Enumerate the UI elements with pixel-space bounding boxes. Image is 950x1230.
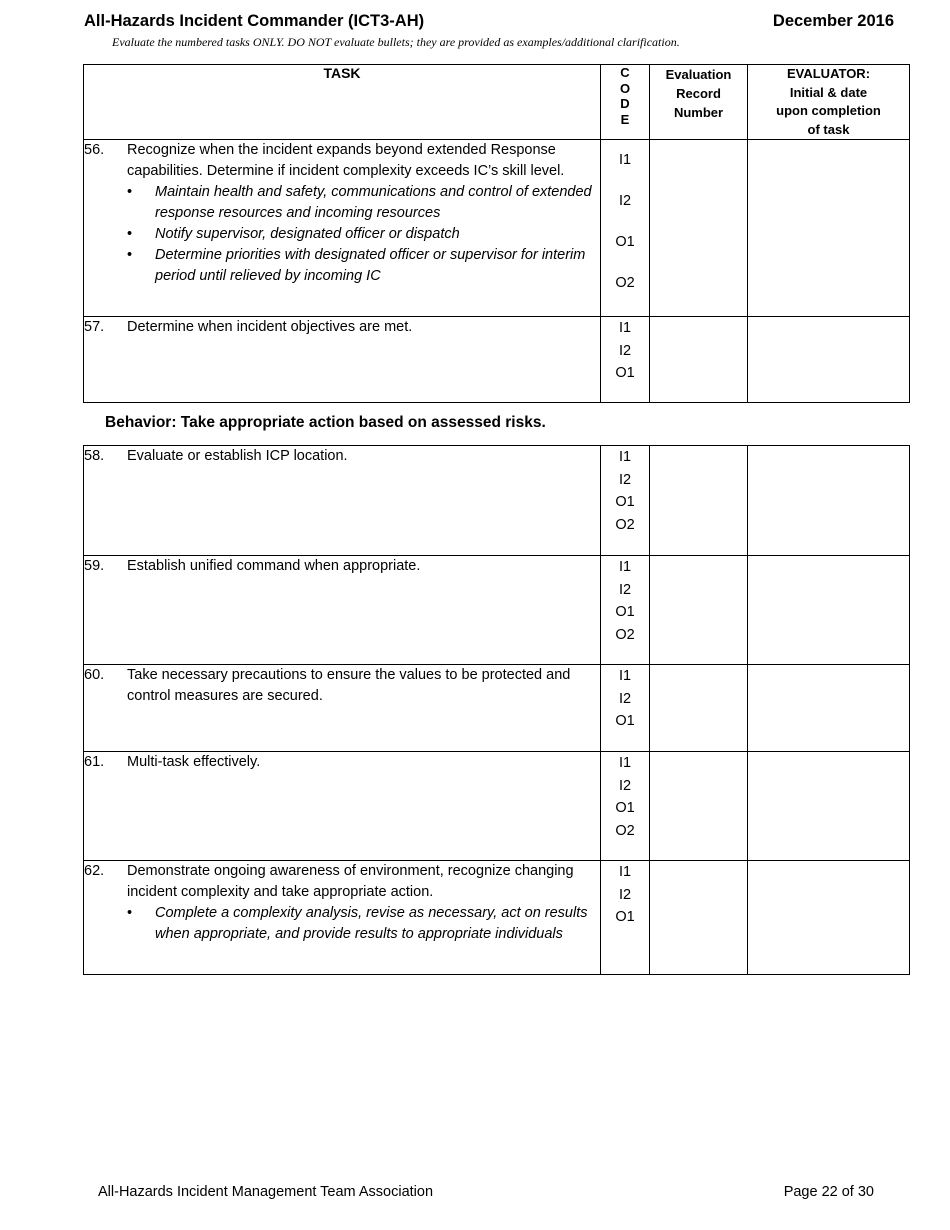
code-value: I1 [618, 559, 632, 575]
code-value: I2 [618, 471, 632, 488]
evaluation-record-cell[interactable] [650, 752, 748, 861]
evaluation-record-cell[interactable] [650, 665, 748, 752]
record-header-line: Number [673, 105, 724, 120]
code-value: I2 [618, 777, 632, 794]
task-bullet: • Complete a complexity analysis, revise as necessary, act on results when appropriate, and provide results to appropriate individuals [127, 903, 600, 945]
task-number: 56. [84, 142, 105, 158]
task-description: Demonstrate ongoing awareness of environment, recognize changing incident complexity and take appropriate action. [127, 863, 574, 900]
task-bullet: • Maintain health and safety, communications and control of extended response resources and incoming resources [127, 182, 600, 224]
evaluator-signoff-cell[interactable] [748, 556, 910, 665]
code-value: I2 [618, 193, 632, 209]
task-table-2 [83, 445, 910, 975]
task-description: Establish unified command when appropriate. [127, 558, 421, 574]
task-row-59 [84, 556, 910, 665]
code-letter: C [620, 65, 630, 80]
code-value: O1 [615, 800, 635, 816]
page-number: Page 22 of 30 [783, 1184, 874, 1200]
evaluator-signoff-cell[interactable] [748, 446, 910, 556]
document-title: All-Hazards Incident Commander (ICT3-AH) [84, 12, 425, 30]
task-description: Evaluate or establish ICP location. [127, 448, 348, 464]
evaluator-header-line: Initial & date [789, 84, 868, 100]
evaluator-header-line: upon completion [776, 103, 881, 118]
task-row-56 [84, 140, 910, 317]
footer-organization: All-Hazards Incident Management Team Association [98, 1184, 434, 1200]
task-description: Determine when incident objectives are met. [127, 319, 413, 335]
task-number: 62. [84, 863, 105, 879]
task-description: Recognize when the incident expands beyond extended Response capabilities. Determine if incident complexity exceeds IC’s skill level. [127, 142, 565, 179]
task-bullets [84, 903, 600, 945]
task-number: 57. [84, 319, 105, 335]
task-description: Take necessary precautions to ensure the values to be protected and control measures are secured. [127, 667, 571, 704]
task-row-57 [84, 317, 910, 403]
task-number: 61. [84, 754, 105, 770]
task-table-1 [83, 64, 910, 403]
evaluator-header-line: of task [807, 121, 850, 137]
code-cell [601, 140, 650, 317]
task-bullet: • Determine priorities with designated officer or supervisor for interim period until relieved by incoming IC [127, 245, 600, 287]
code-letter: D [620, 96, 630, 111]
evaluation-record-cell[interactable] [650, 861, 748, 975]
code-value: O1 [615, 909, 635, 925]
code-cell [601, 556, 650, 665]
code-letter: E [620, 111, 630, 127]
code-value: I1 [618, 320, 632, 336]
code-value: I1 [618, 755, 632, 771]
code-value: I1 [618, 152, 632, 168]
task-cell [84, 556, 601, 665]
code-cell [601, 861, 650, 975]
task-row-62 [84, 861, 910, 975]
evaluator-header-line: EVALUATOR: [786, 66, 871, 81]
task-row-58 [84, 446, 910, 556]
task-cell [84, 752, 601, 861]
code-value: I1 [618, 864, 632, 880]
task-number: 58. [84, 448, 105, 464]
task-cell [84, 317, 601, 403]
evaluator-signoff-cell[interactable] [748, 752, 910, 861]
code-cell [601, 446, 650, 556]
task-bullet: • Notify supervisor, designated officer or dispatch [127, 224, 600, 245]
evaluator-signoff-cell[interactable] [748, 140, 910, 317]
code-letter: O [619, 80, 631, 96]
code-value: O1 [615, 713, 635, 729]
task-cell [84, 665, 601, 752]
code-cell [601, 665, 650, 752]
record-header-line: Evaluation [665, 67, 732, 82]
task-bullets [84, 182, 600, 287]
document-date: December 2016 [772, 12, 894, 30]
evaluator-column-header [748, 65, 910, 140]
code-value: O2 [615, 626, 635, 643]
task-cell [84, 446, 601, 556]
evaluation-record-cell[interactable] [650, 446, 748, 556]
task-row-61 [84, 752, 910, 861]
task-number: 60. [84, 667, 105, 683]
code-column-header [601, 65, 650, 140]
task-cell [84, 861, 601, 975]
code-cell [601, 752, 650, 861]
code-value: I2 [618, 690, 632, 707]
code-value: O1 [615, 494, 635, 510]
evaluation-record-cell[interactable] [650, 140, 748, 317]
code-value: I1 [618, 449, 632, 465]
code-value: O2 [615, 822, 635, 839]
code-cell [601, 317, 650, 403]
behavior-heading: Behavior: Take appropriate action based on assessed risks. [105, 414, 546, 431]
task-number: 59. [84, 558, 105, 574]
code-value: O1 [615, 365, 635, 381]
code-value: O1 [615, 604, 635, 620]
evaluation-instruction: Evaluate the numbered tasks ONLY. DO NOT evaluate bullets; they are provided as examples/additional clarification. [112, 35, 680, 49]
code-value: I2 [618, 886, 632, 903]
code-value: I2 [618, 342, 632, 359]
record-header-line: Record [676, 86, 721, 101]
task-cell [84, 140, 601, 317]
task-column-header: TASK [84, 65, 601, 140]
task-row-60 [84, 665, 910, 752]
evaluation-record-cell[interactable] [650, 317, 748, 403]
table-header-row [84, 65, 910, 140]
evaluation-record-cell[interactable] [650, 556, 748, 665]
code-value: I1 [618, 668, 632, 684]
evaluator-signoff-cell[interactable] [748, 317, 910, 403]
evaluator-signoff-cell[interactable] [748, 861, 910, 975]
code-value: O1 [615, 234, 635, 250]
evaluator-signoff-cell[interactable] [748, 665, 910, 752]
record-column-header [650, 65, 748, 140]
task-description: Multi-task effectively. [127, 754, 261, 770]
code-value: I2 [618, 581, 632, 598]
code-value: O2 [615, 516, 635, 533]
code-value: O2 [615, 275, 635, 291]
